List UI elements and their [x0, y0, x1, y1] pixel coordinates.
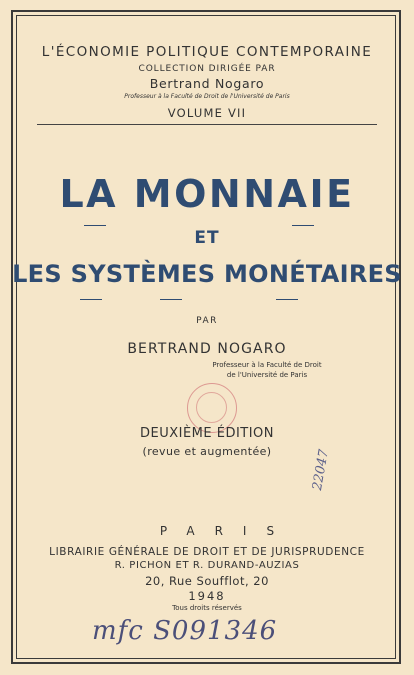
header-rule: [37, 124, 377, 125]
author-role-line2: de l'Université de Paris: [226, 371, 308, 379]
publisher-city: PARIS: [159, 524, 295, 538]
title-dash-left: [84, 225, 106, 226]
series-title: L'ÉCONOMIE POLITIQUE CONTEMPORAINE: [41, 44, 373, 60]
subtitle-dash-2: [160, 299, 182, 300]
publication-year: 1948: [188, 589, 226, 603]
series-director: Bertrand Nogaro: [149, 76, 265, 91]
book-title-connector: ET: [194, 228, 220, 248]
author-role-line1: Professeur à la Faculté de Droit: [212, 361, 322, 369]
publisher-owners: R. PICHON ET R. DURAND-AUZIAS: [114, 560, 300, 571]
collection-label: COLLECTION DIRIGÉE PAR: [138, 64, 276, 74]
author-name: BERTRAND NOGARO: [127, 341, 287, 357]
subtitle-dash-3: [276, 299, 298, 300]
publisher-name: LIBRAIRIE GÉNÉRALE DE DROIT ET DE JURISPRUDENCE: [49, 546, 365, 558]
handwritten-shelfmark: mfc S091346: [92, 616, 278, 646]
subtitle-dash-1: [80, 299, 102, 300]
edition-label: DEUXIÈME ÉDITION: [139, 426, 275, 441]
series-director-role: Professeur à la Faculté de Droit de l'Université de Paris: [124, 93, 290, 100]
library-stamp-inner-ring: [196, 392, 227, 423]
edition-note: (revue et augmentée): [142, 445, 272, 458]
publisher-address: 20, Rue Soufflot, 20: [145, 574, 269, 588]
book-title-line2: LES SYSTÈMES MONÉTAIRES: [12, 260, 402, 288]
rights-notice: Tous droits réservés: [172, 604, 242, 612]
title-dash-right: [292, 225, 314, 226]
book-title-line1: LA MONNAIE: [59, 172, 355, 216]
handwritten-number: 22047: [310, 448, 332, 492]
by-label: PAR: [196, 316, 218, 326]
volume-number: VOLUME VII: [167, 106, 247, 120]
